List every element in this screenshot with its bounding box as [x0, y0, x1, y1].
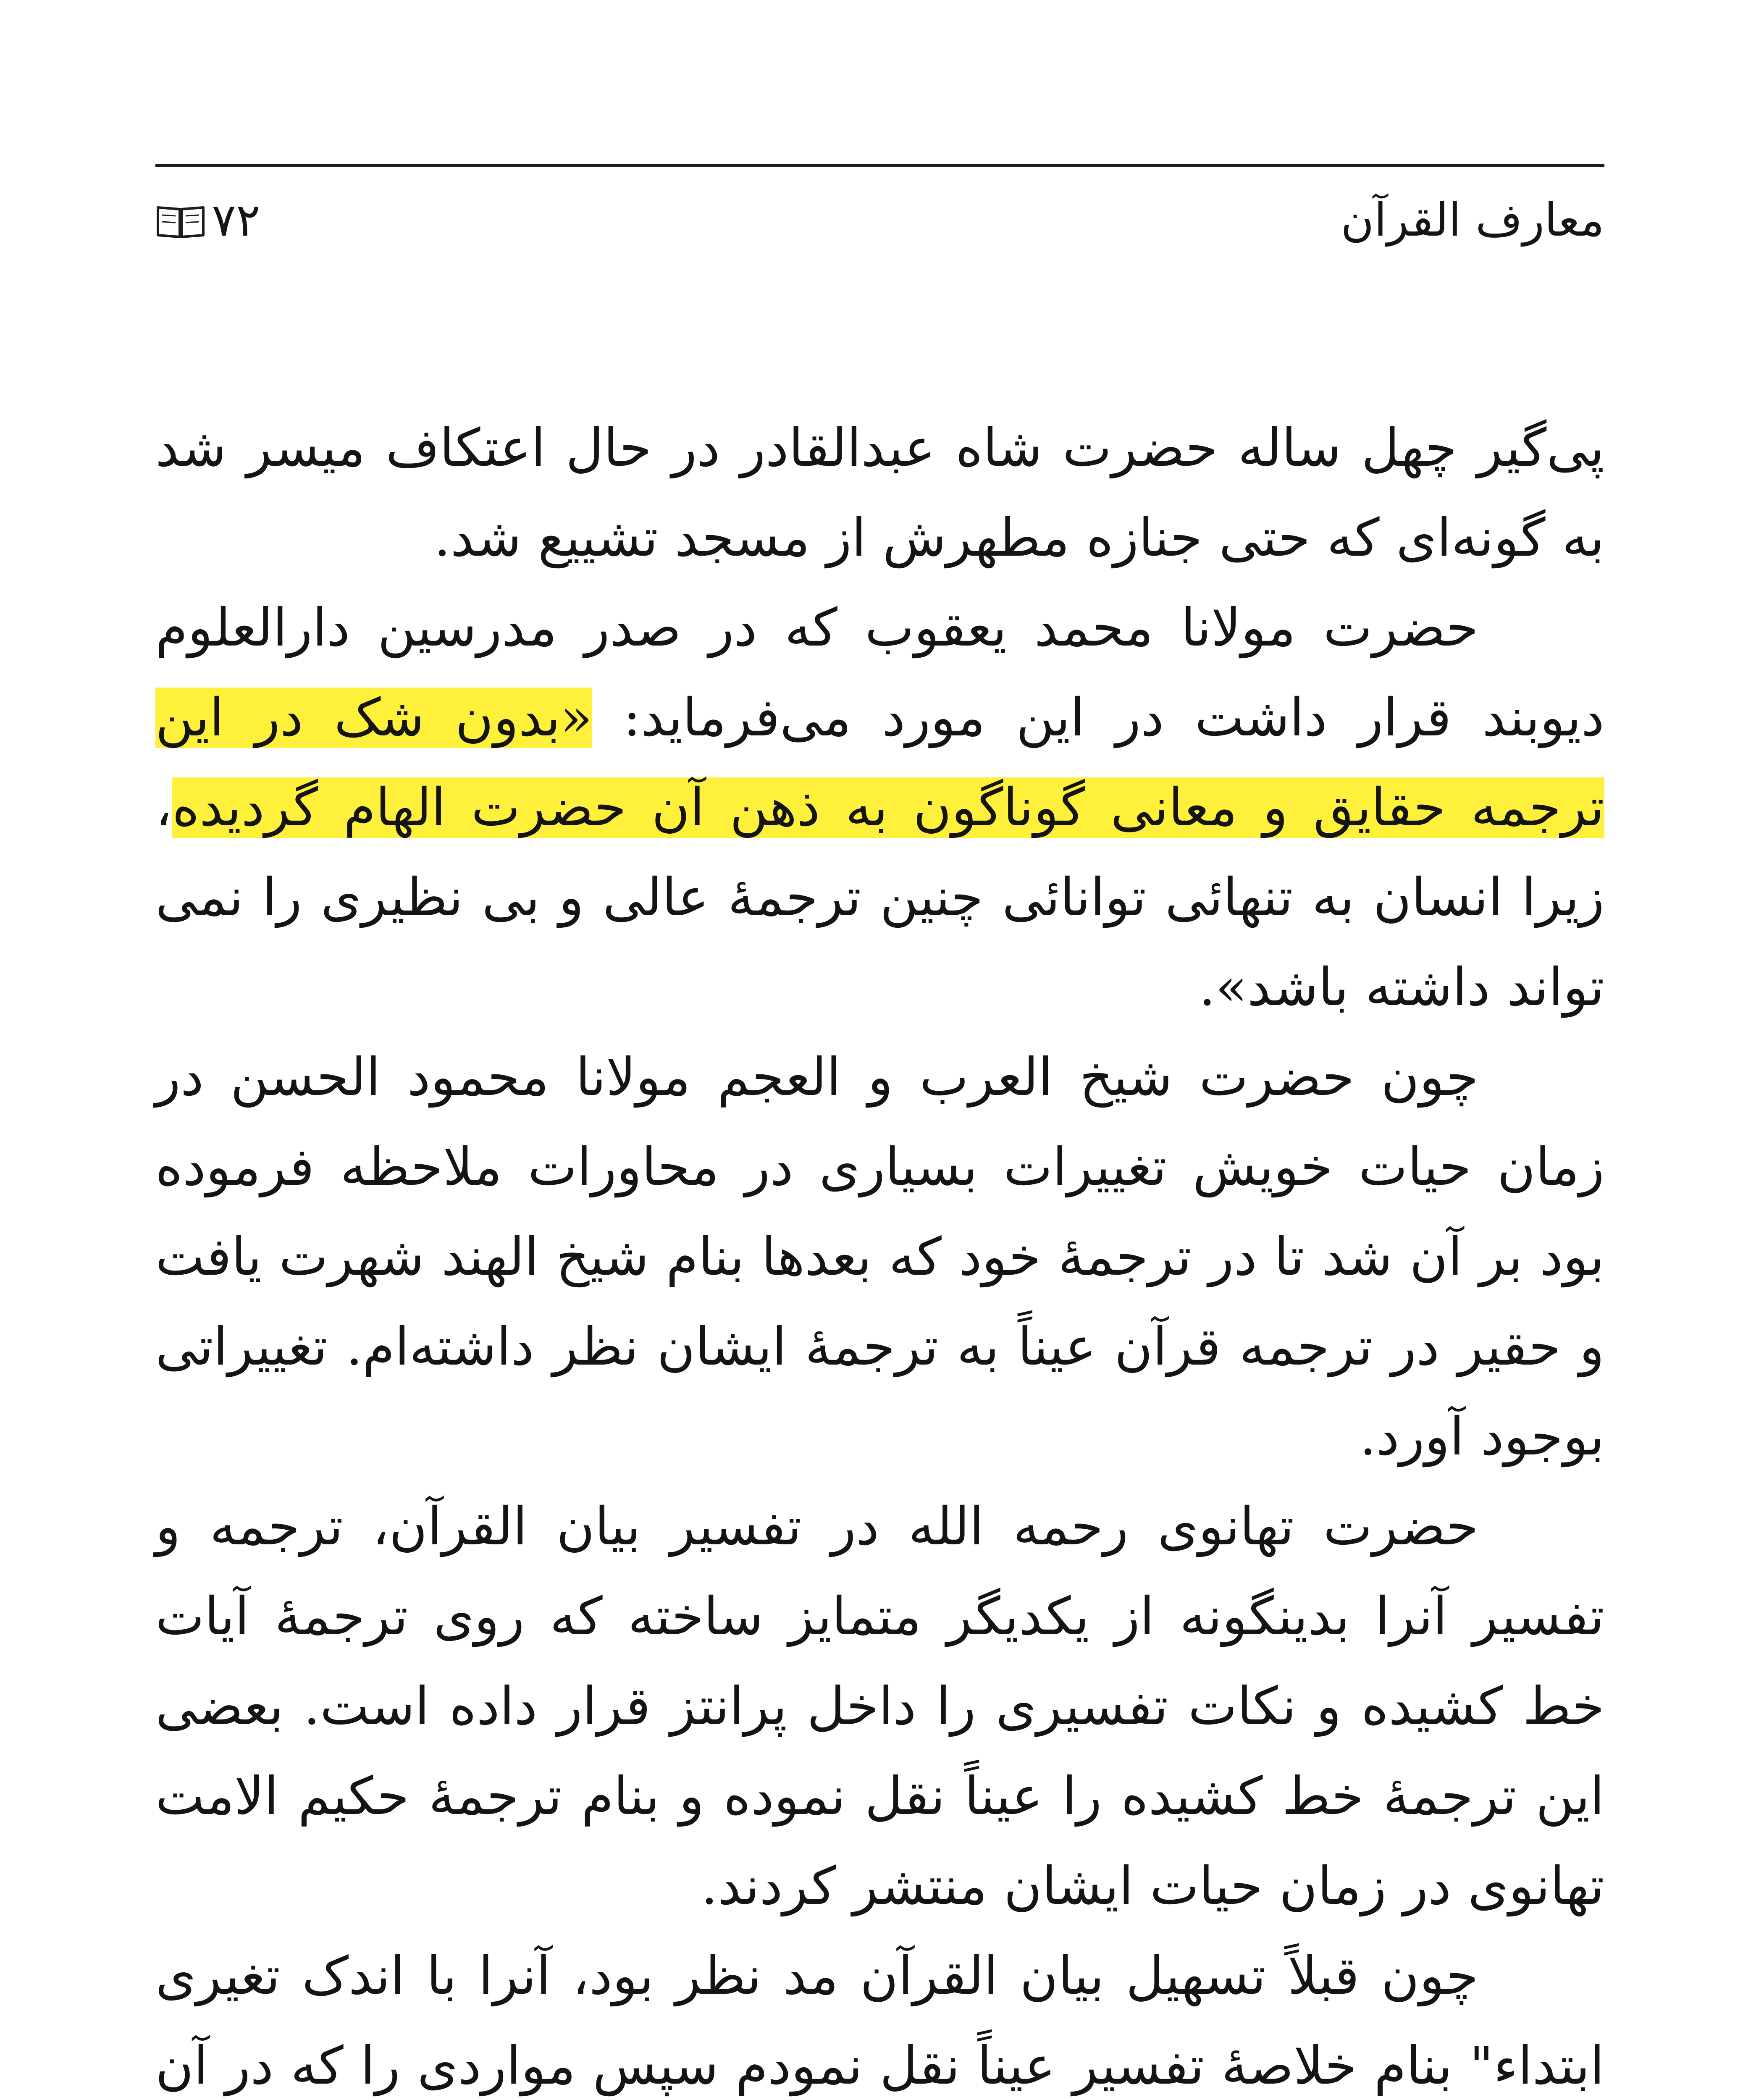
open-book-icon: [155, 202, 206, 239]
paragraph: [155, 403, 1604, 583]
paragraph-text: چون حضرت شیخ العرب و العجم مولانا محمود الحسن در زمان حیات خویش تغییرات بسیاری در محاورات ملاحظه فرموده بود بر آن شد تا در ترجمهٔ خود که بعدها بنام شیخ الهند شهرت یافت و حقیر در ترجمه قرآن عیناً به ترجمهٔ ایشان نظر داشته‌ام. تغییراتی بوجود آورد.: [155, 1047, 1604, 1467]
paragraph-text: ، زیرا انسان به تنهائی توانائی چنین ترجمهٔ عالی و بی نظیری را نمی تواند داشته باشد».: [155, 777, 1604, 1018]
page-number-box: [155, 189, 260, 252]
paragraph: [155, 1482, 1604, 1931]
paragraph: [155, 583, 1604, 1032]
header-rule: [155, 164, 1604, 167]
highlighted-quote: «بدون شک در این ترجمه حقایق و معانی گوناگون به ذهن آن حضرت الهام گردیده: [155, 688, 1604, 838]
paragraph-text: حضرت تهانوی رحمه الله در تفسیر بیان القرآن، ترجمه و تفسیر آنرا بدینگونه از یکدیگر متمایز ساخته که روی ترجمهٔ آیات خط کشیده و نکات تفسیری را داخل پرانتز قرار داده است. بعضی این ترجمهٔ خط کشیده را عیناً نقل نموده و بنام ترجمهٔ حکیم الامت تهانوی در زمان حیات ایشان منتشر کردند.: [155, 1496, 1604, 1916]
page-number: ۷۲: [212, 194, 261, 247]
paragraph-text: حضرت مولانا محمد یعقوب که در صدر مدرسین دارالعلوم دیوبند قرار داشت در این مورد می‌فرماید:: [155, 598, 1604, 748]
paragraph-text: چون قبلاً تسهیل بیان القرآن مد نظر بود، آنرا با اندک تغیری ابتداء" بنام خلاصهٔ تفسیر عیناً نقل نمودم سپس مواردی را که در آن: [155, 1946, 1604, 2096]
page-header: [155, 164, 1604, 260]
running-title: معارف القرآن: [1341, 194, 1604, 247]
paragraph: [155, 1931, 1604, 2100]
body-text: [155, 403, 1604, 2100]
paragraph-text: پی‌گیر چهل ساله حضرت شاه عبدالقادر در حال اعتکاف میسر شد به گونه‌ای که حتی جنازه مطهرش از مسجد تشییع شد.: [155, 418, 1605, 568]
paragraph: [155, 1032, 1604, 1482]
